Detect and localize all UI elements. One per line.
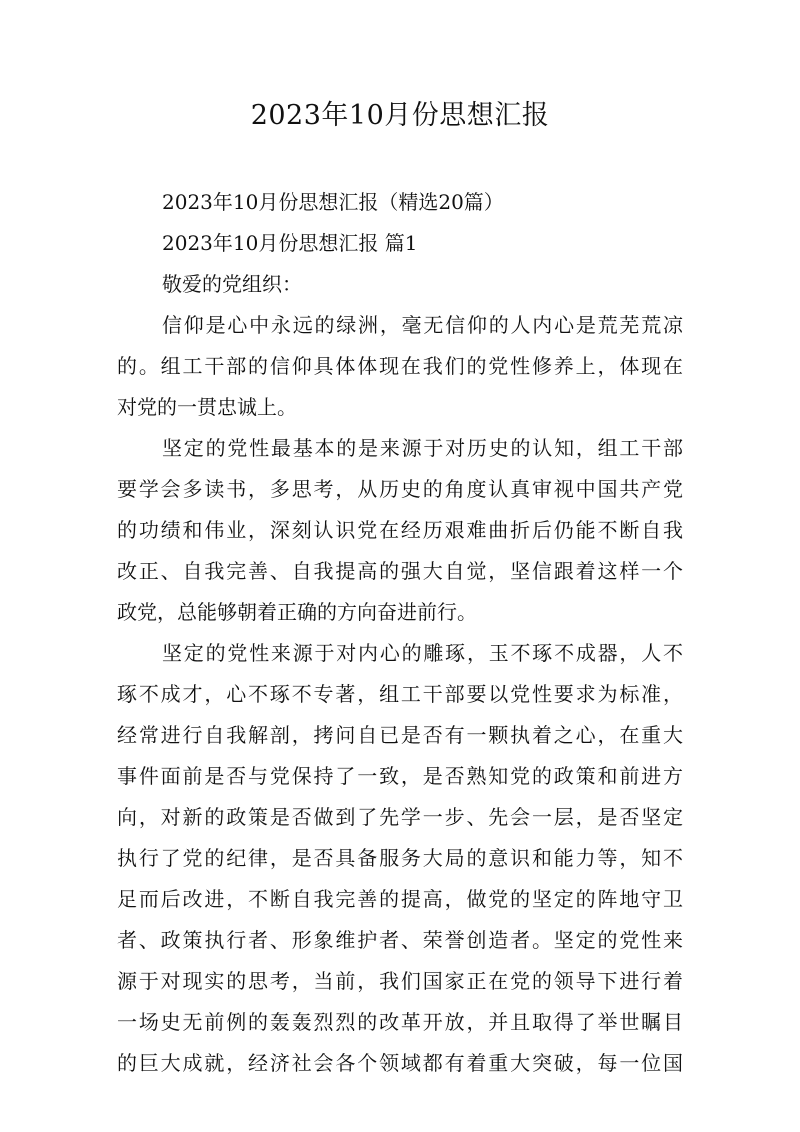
- body-line: 改正、自我完善、自我提高的强大自觉，坚信跟着这样一个: [117, 559, 683, 583]
- body-line: 者、政策执行者、形象维护者、荣誉创造者。坚定的党性来: [117, 928, 683, 952]
- body-line: 敬爱的党组织：: [162, 272, 302, 296]
- body-line: 一场史无前例的轰轰烈烈的改革开放，并且取得了举世瞩目: [117, 1010, 683, 1034]
- body-line: 对党的一贯忠诚上。: [117, 395, 297, 419]
- body-line: 事件面前是否与党保持了一致，是否熟知党的政策和前进方: [117, 764, 683, 788]
- body-line: 2023年10月份思想汇报（精选20篇）: [162, 190, 504, 214]
- body-line: 的。组工干部的信仰具体体现在我们的党性修养上，体现在: [117, 354, 683, 378]
- body-line: 政党，总能够朝着正确的方向奋进前行。: [117, 600, 477, 624]
- body-line: 坚定的党性来源于对内心的雕琢，玉不琢不成器，人不: [162, 641, 683, 665]
- body-line: 信仰是心中永远的绿洲，毫无信仰的人内心是荒芜荒凉: [162, 313, 683, 337]
- body-line: 坚定的党性最基本的是来源于对历史的认知，组工干部: [162, 436, 683, 460]
- body-line: 琢不成才，心不琢不专著，组工干部要以党性要求为标准，: [117, 682, 683, 706]
- body-line: 源于对现实的思考，当前，我们国家正在党的领导下进行着: [117, 969, 683, 993]
- body-line: 经常进行自我解剖，拷问自已是否有一颗执着之心，在重大: [117, 723, 683, 747]
- document-title: 2023年10月份思想汇报: [250, 100, 550, 131]
- body-line: 足而后改进，不断自我完善的提高，做党的坚定的阵地守卫: [117, 887, 683, 911]
- document-body: [117, 182, 683, 1084]
- body-line: 的功绩和伟业，深刻认识党在经历艰难曲折后仍能不断自我: [117, 518, 683, 542]
- body-line: 向，对新的政策是否做到了先学一步、先会一层，是否坚定: [117, 805, 683, 829]
- body-line: 的巨大成就，经济社会各个领域都有着重大突破，每一位国: [117, 1051, 683, 1075]
- body-line: 2023年10月份思想汇报 篇1: [162, 231, 418, 255]
- body-line: 要学会多读书，多思考，从历史的角度认真审视中国共产党: [117, 477, 683, 501]
- body-line: 执行了党的纪律，是否具备服务大局的意识和能力等，知不: [117, 846, 683, 870]
